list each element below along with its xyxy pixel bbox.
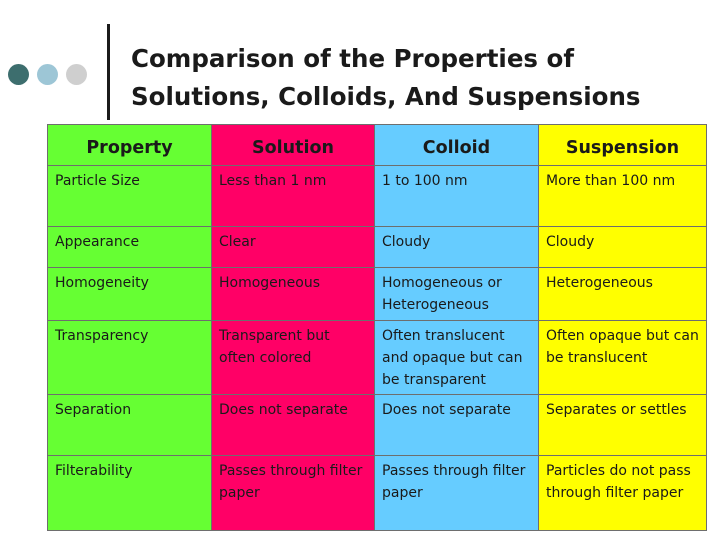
table-header-row <box>48 125 707 166</box>
property-cell: Filterability <box>48 456 212 531</box>
title-divider <box>107 24 110 120</box>
decorative-dots <box>8 64 87 85</box>
title-line-1: Comparison of the Properties of <box>131 44 575 73</box>
dot-dark <box>8 64 29 85</box>
suspension-cell: Separates or settles <box>539 395 707 456</box>
suspension-cell: More than 100 nm <box>539 166 707 227</box>
title-line-2: Solutions, Colloids, And Suspensions <box>131 82 641 111</box>
property-cell: Particle Size <box>48 166 212 227</box>
table-row <box>48 321 707 395</box>
property-cell: Transparency <box>48 321 212 395</box>
property-cell: Separation <box>48 395 212 456</box>
colloid-cell: Passes through filter paper <box>375 456 539 531</box>
colloid-cell: Cloudy <box>375 227 539 268</box>
table-row <box>48 166 707 227</box>
suspension-cell: Heterogeneous <box>539 268 707 321</box>
properties-table <box>47 124 707 531</box>
suspension-cell: Cloudy <box>539 227 707 268</box>
header-colloid: Colloid <box>375 125 539 166</box>
solution-cell: Transparent but often colored <box>212 321 375 395</box>
property-cell: Appearance <box>48 227 212 268</box>
colloid-cell: Does not separate <box>375 395 539 456</box>
colloid-cell: 1 to 100 nm <box>375 166 539 227</box>
colloid-cell: Homogeneous or Heterogeneous <box>375 268 539 321</box>
solution-cell: Passes through filter paper <box>212 456 375 531</box>
dot-light-blue <box>37 64 58 85</box>
dot-gray <box>66 64 87 85</box>
table-row <box>48 268 707 321</box>
solution-cell: Homogeneous <box>212 268 375 321</box>
property-cell: Homogeneity <box>48 268 212 321</box>
suspension-cell: Often opaque but can be translucent <box>539 321 707 395</box>
header-property: Property <box>48 125 212 166</box>
solution-cell: Does not separate <box>212 395 375 456</box>
slide-title <box>131 40 641 116</box>
header-solution: Solution <box>212 125 375 166</box>
table-row <box>48 456 707 531</box>
suspension-cell: Particles do not pass through filter paper <box>539 456 707 531</box>
colloid-cell: Often translucent and opaque but can be transparent <box>375 321 539 395</box>
solution-cell: Clear <box>212 227 375 268</box>
table-row <box>48 227 707 268</box>
table-row <box>48 395 707 456</box>
solution-cell: Less than 1 nm <box>212 166 375 227</box>
header-suspension: Suspension <box>539 125 707 166</box>
